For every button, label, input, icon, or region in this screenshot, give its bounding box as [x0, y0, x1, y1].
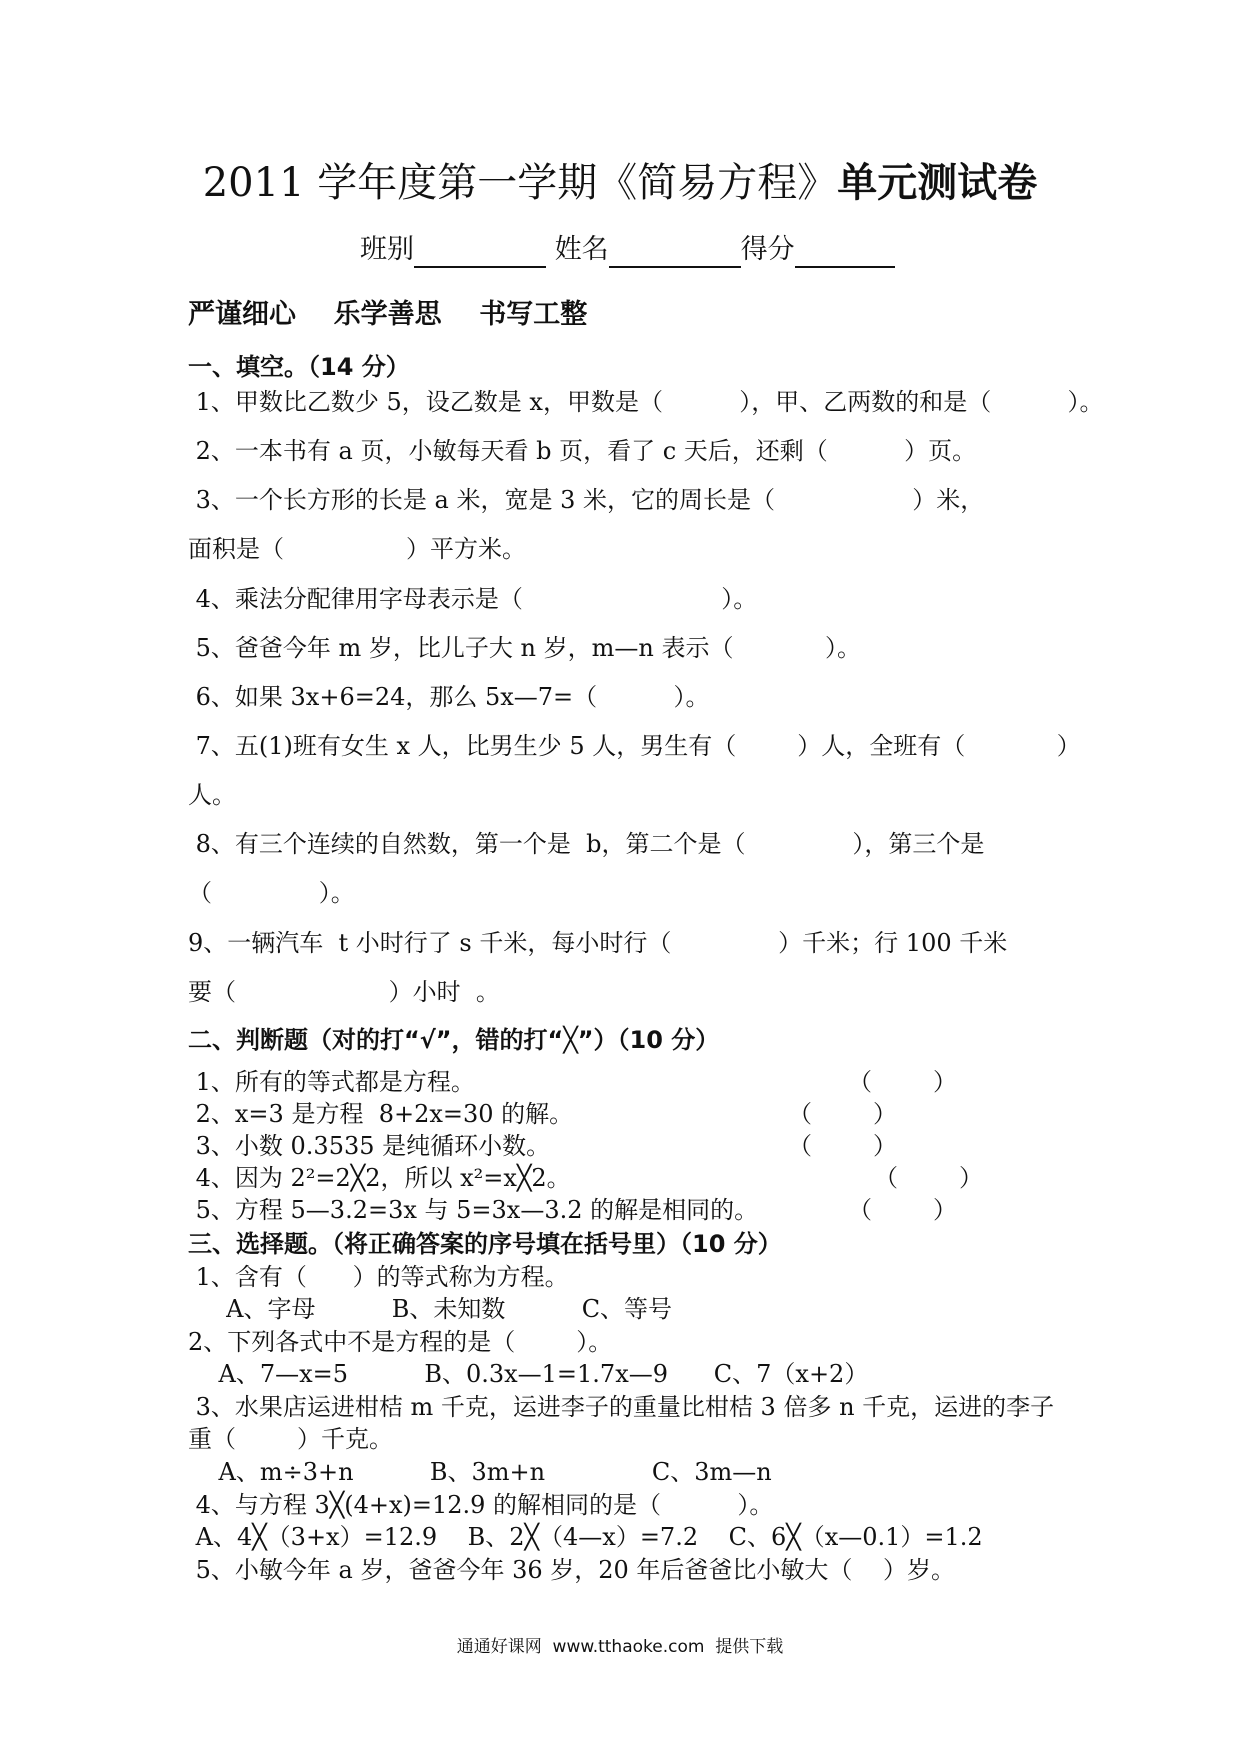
s1-line: 4、乘法分配律用字母表示是（ ）。	[188, 585, 758, 613]
motto: 严谨细心 乐学善思 书写工整	[188, 299, 588, 330]
s1-line: 5、爸爸今年 m 岁，比儿子大 n 岁，m—n 表示（ ）。	[188, 634, 862, 662]
s2-item-text: 5、方程 5—3.2=3x 与 5=3x—3.2 的解是相同的。	[188, 1196, 759, 1224]
s1-line: 3、一个长方形的长是 a 米，宽是 3 米，它的周长是（ ）米，	[188, 486, 985, 514]
s3-line: 1、含有（ ）的等式称为方程。	[188, 1263, 569, 1291]
class-blank[interactable]	[414, 236, 546, 268]
title-bold: 单元测试卷	[837, 159, 1038, 206]
student-info	[360, 232, 895, 268]
s1-line: 1、甲数比乙数少 5，设乙数是 x，甲数是（ ），甲、乙两数的和是（ ）。	[188, 388, 1104, 416]
s1-line: 2、一本书有 a 页，小敏每天看 b 页，看了 c 天后，还剩（ ）页。	[188, 437, 977, 465]
s1-line: 6、如果 3x+6=24，那么 5x—7=（ ）。	[188, 683, 710, 711]
section2-heading: 二、判断题（对的打“√”，错的打“╳”）（10 分）	[188, 1026, 720, 1054]
s3-line: 3、水果店运进柑桔 m 千克，运进李子的重量比柑桔 3 倍多 n 千克，运进的李子	[188, 1393, 1055, 1421]
s1-line: 9、一辆汽车 t 小时行了 s 千米，每小时行（ ）千米；行 100 千米	[188, 929, 1008, 957]
page-title	[0, 158, 1240, 208]
section1-heading: 一、填空。（14 分）	[188, 353, 410, 381]
s1-line: 人。	[188, 781, 236, 809]
s2-answer-bracket[interactable]: （ ）	[848, 1068, 958, 1096]
class-label: 班别	[360, 234, 414, 265]
s2-item-text: 1、所有的等式都是方程。	[188, 1068, 475, 1096]
s1-line: 要（ ）小时 。	[188, 978, 500, 1006]
s3-line: A、m÷3+n B、3m+n C、3m—n	[188, 1458, 772, 1486]
s2-answer-bracket[interactable]: （ ）	[788, 1100, 898, 1128]
footer-credit: 通通好课网 www.tthaoke.com 提供下载	[456, 1637, 784, 1657]
s1-line: （ ）。	[188, 879, 355, 907]
s3-line: 5、小敏今年 a 岁，爸爸今年 36 岁，20 年后爸爸比小敏大（ ）岁。	[188, 1556, 955, 1584]
s2-item-text: 4、因为 2²=2╳2，所以 x²=x╳2。	[188, 1164, 571, 1192]
s1-line: 面积是（ ）平方米。	[188, 535, 527, 563]
s2-answer-bracket[interactable]: （ ）	[788, 1132, 898, 1160]
s3-line: A、4╳（3+x）=12.9 B、2╳（4—x）=7.2 C、6╳（x—0.1）=1.2	[188, 1523, 983, 1551]
section3-heading: 三、选择题。（将正确答案的序号填在括号里）（10 分）	[188, 1230, 782, 1258]
s3-line: A、7—x=5 B、0.3x—1=1.7x—9 C、7（x+2）	[188, 1360, 869, 1388]
s3-line: 2、下列各式中不是方程的是（ ）。	[188, 1328, 613, 1356]
s3-line: 4、与方程 3╳(4+x)=12.9 的解相同的是（ ）。	[188, 1491, 774, 1519]
s2-item-text: 2、x=3 是方程 8+2x=30 的解。	[188, 1100, 574, 1128]
s2-answer-bracket[interactable]: （ ）	[874, 1164, 984, 1192]
name-blank[interactable]	[609, 236, 741, 268]
s2-item-text: 3、小数 0.3535 是纯循环小数。	[188, 1132, 551, 1160]
s1-line: 7、五(1)班有女生 x 人，比男生少 5 人，男生有（ ）人，全班有（ ）	[188, 732, 1081, 760]
s2-answer-bracket[interactable]: （ ）	[848, 1196, 958, 1224]
s3-line: A、字母 B、未知数 C、等号	[188, 1295, 673, 1323]
score-label: 得分	[740, 234, 795, 265]
name-label: 姓名	[554, 234, 609, 265]
s1-line: 8、有三个连续的自然数，第一个是 b，第二个是（ ），第三个是	[188, 830, 985, 858]
s3-line: 重（ ）千克。	[188, 1425, 394, 1453]
score-blank[interactable]	[795, 236, 895, 268]
title-plain: 2011 学年度第一学期《简易方程》	[202, 160, 838, 206]
